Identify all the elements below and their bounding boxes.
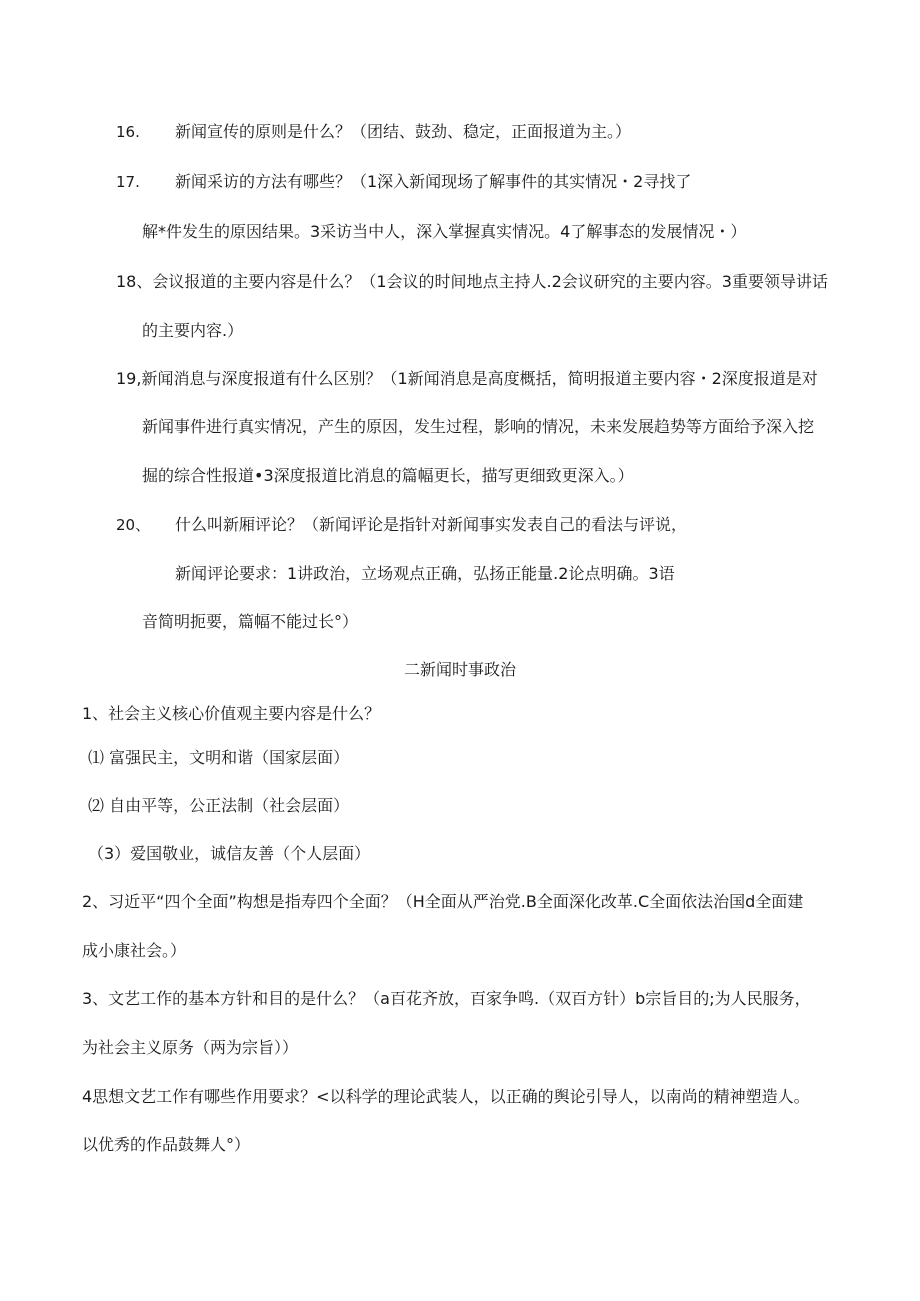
values-item-3: （3）爱国敬业，诚信友善（个人层面）	[88, 844, 371, 863]
question-18-line-2: 的主要内容.）	[142, 321, 244, 340]
politics-question-3-line-1: 3、文艺工作的基本方针和目的是什么？（a百花齐放，百家争鸣.（双百方针）b宗旨目的;为人民服务，	[82, 989, 811, 1008]
section-2-title: 二新闻时事政治	[403, 660, 516, 679]
values-item-1: ⑴ 富强民主，文明和谐（国家层面）	[88, 748, 350, 767]
politics-question-1: 1、社会主义核心价值观主要内容是什么？	[82, 704, 381, 723]
politics-question-2-line-2: 成小康社会。）	[82, 941, 187, 960]
question-16-text: 新闻宣传的原则是什么？（团结、鼓劲、稳定，正面报道为主。）	[175, 122, 632, 141]
politics-question-4-line-2: 以优秀的作品鼓舞人°）	[82, 1135, 251, 1154]
politics-question-2-line-1: 2、习近平“四个全面”构想是指寿四个全面？（H全面从严治党.B全面深化改革.C全面依法治国d全面建	[82, 892, 804, 911]
question-20-number: 20、	[116, 516, 151, 534]
question-19-line-2: 新闻事件进行真实情况，产生的原因，发生过程，影响的情况，未来发展趋势等方面给予深入挖	[142, 417, 815, 436]
question-20-line-2: 新闻评论要求：1讲政治，立场观点正确，弘扬正能量.2论点明确。3语	[175, 564, 675, 583]
question-17-line-2: 解*件发生的原因结果。3采访当中人，深入掌握真实情况。4了解事态的发展情况・）	[142, 222, 747, 241]
question-16-number: 16.	[116, 123, 140, 141]
politics-question-3-line-2: 为社会主义原务（两为宗旨））	[82, 1038, 299, 1057]
politics-question-4-line-1: 4思想文艺工作有哪些作用要求？<以科学的理论武装人，以正确的舆论引导人，以南尚的精神塑造人。	[82, 1087, 810, 1106]
question-18-line-1: 18、会议报道的主要内容是什么？（1会议的时间地点主持人.2会议研究的主要内容。3重要领导讲话	[116, 272, 828, 291]
question-20-line-1: 什么叫新厢评论？（新闻评论是指针对新闻事实发表自己的看法与评说，	[175, 515, 688, 534]
question-17-number: 17.	[116, 173, 140, 191]
question-17-line-1: 新闻采访的方法有哪些？（1深入新闻现场了解事件的其实情况・2寻找了	[175, 172, 692, 191]
question-20-line-3: 音简明扼要，篇幅不能过长°）	[142, 612, 359, 631]
question-19-line-3: 掘的综合性报道•3深度报道比消息的篇幅更长，描写更细致更深入。）	[142, 466, 634, 485]
question-19-line-1: 19,新闻消息与深度报道有什么区别？（1新闻消息是高度概括，简明报道主要内容・2深度报道是对	[116, 369, 818, 388]
values-item-2: ⑵ 自由平等，公正法制（社会层面）	[88, 796, 350, 815]
